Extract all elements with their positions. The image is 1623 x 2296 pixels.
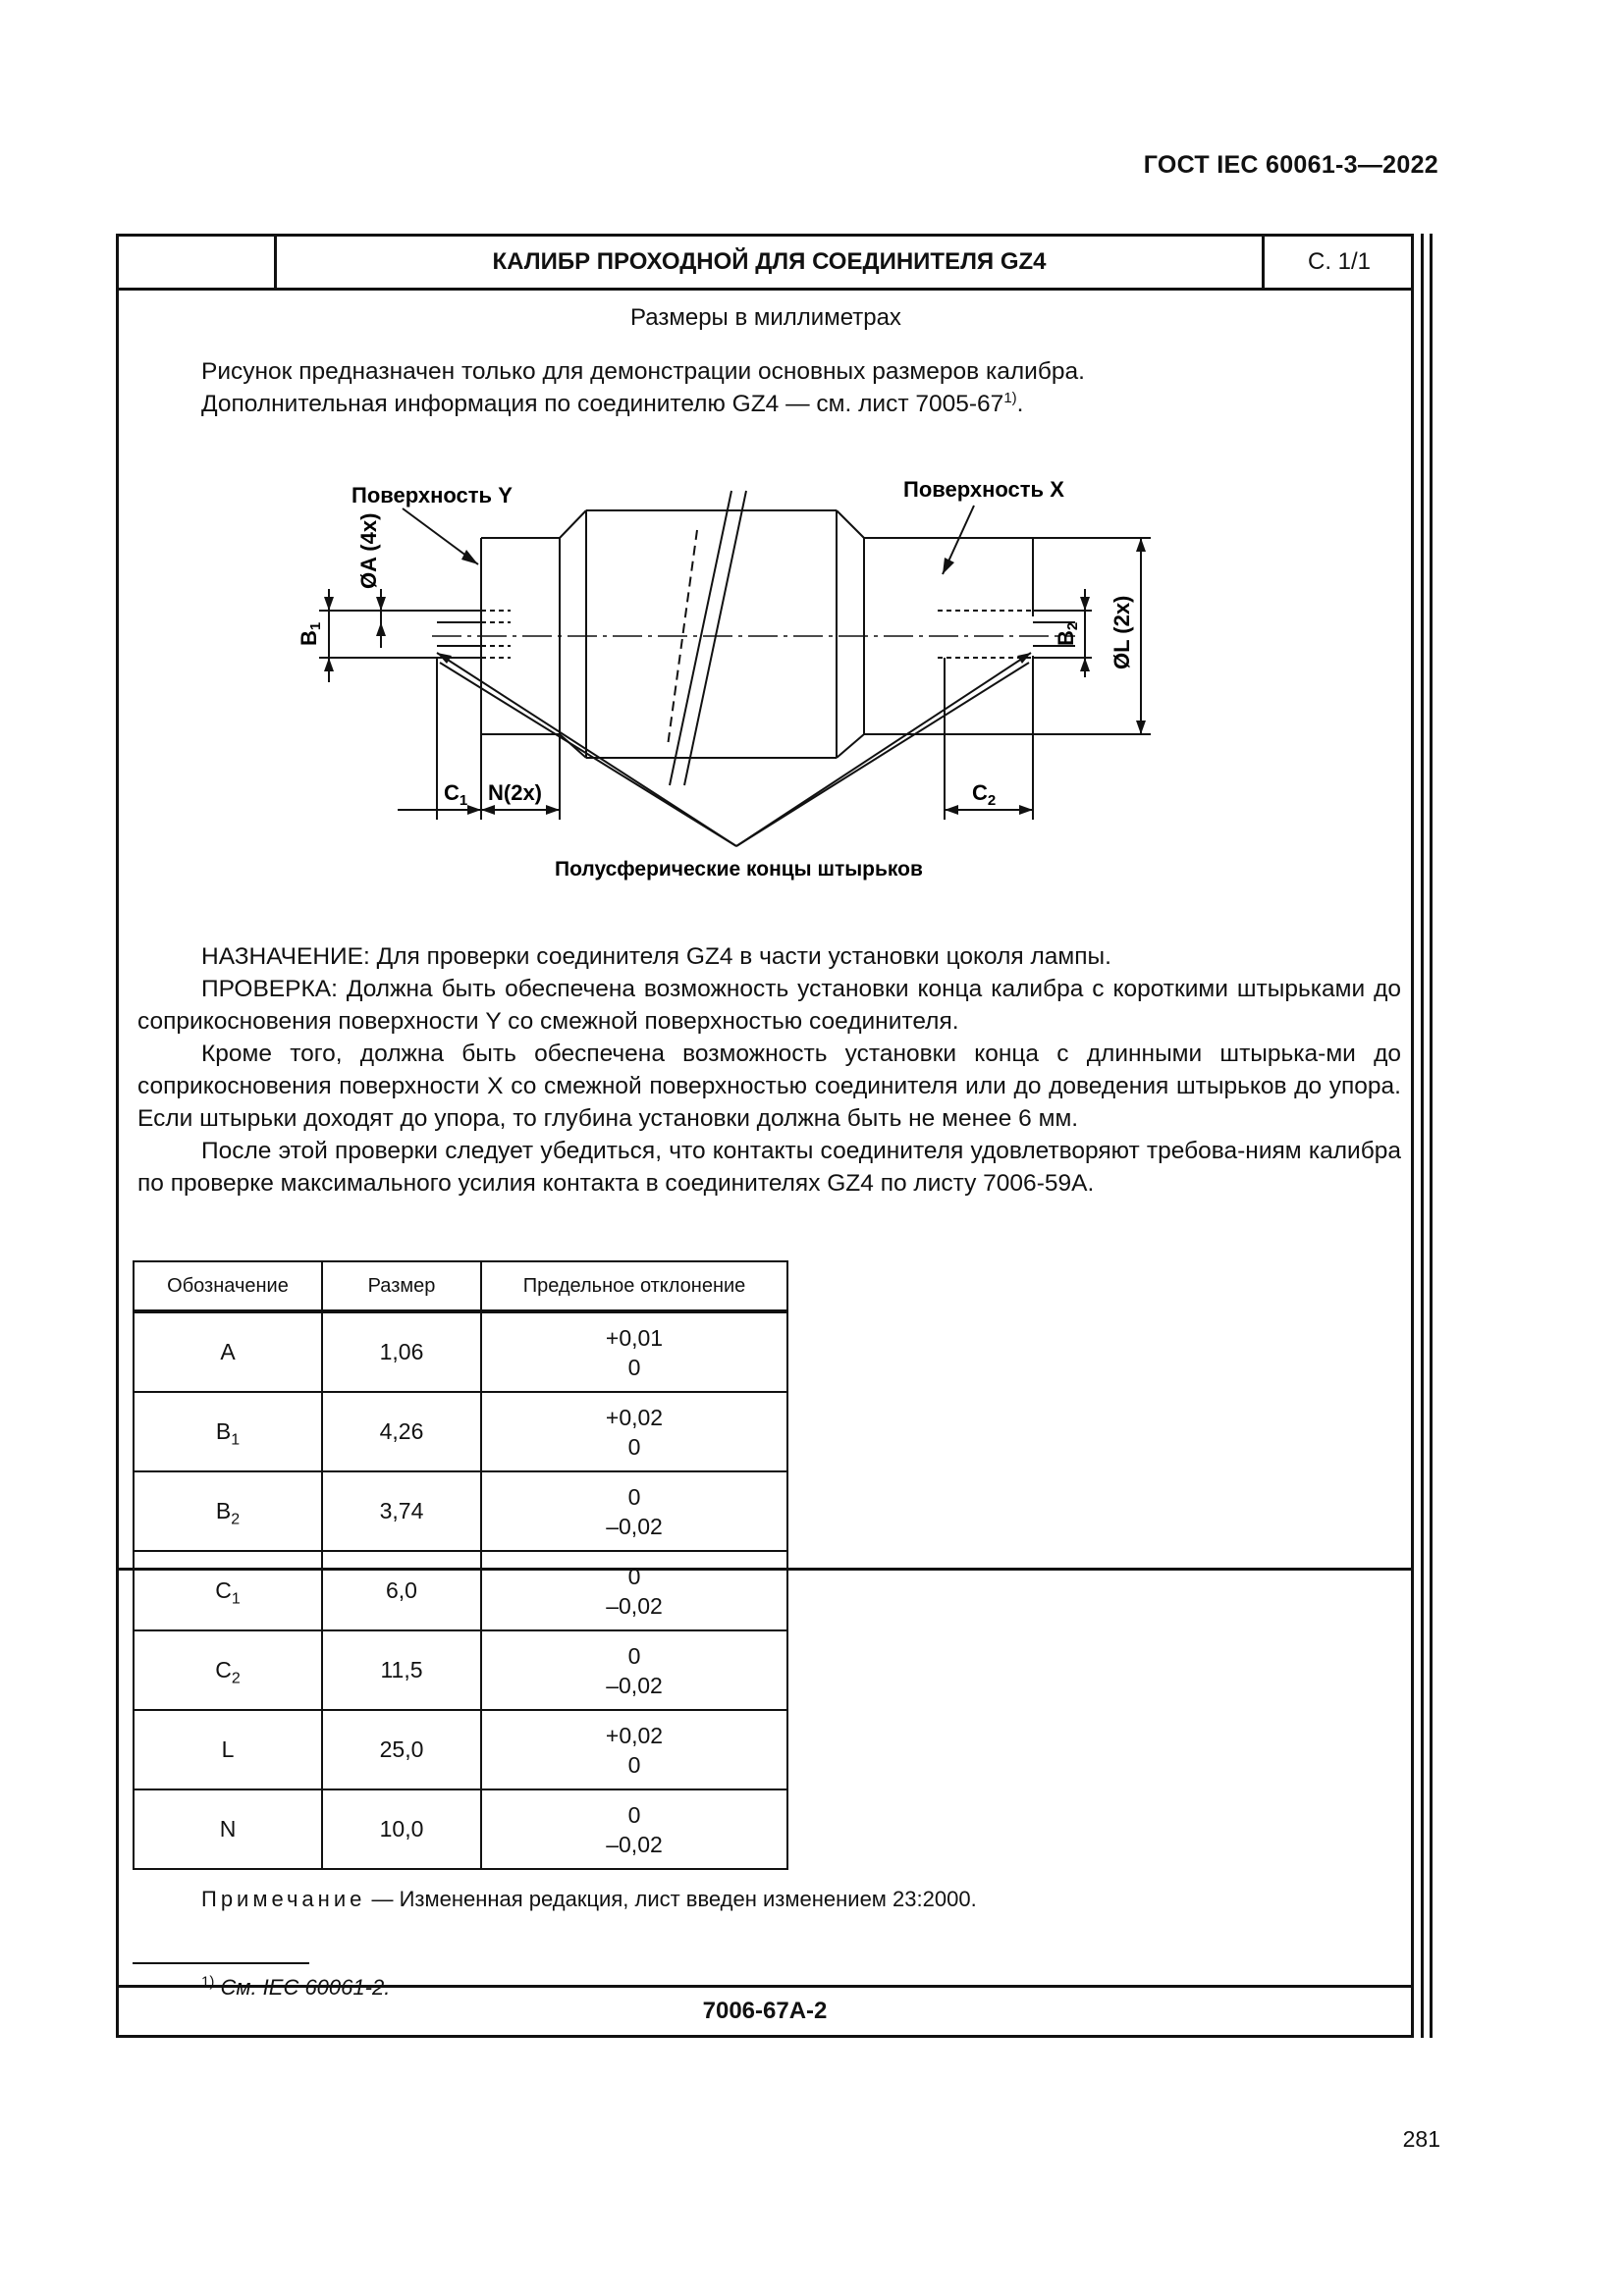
tolerance-cell: +0,02 0: [481, 1710, 787, 1789]
table-row: [134, 1789, 787, 1869]
tolerance-cell: 0 –0,02: [481, 1630, 787, 1710]
after-check-paragraph: После этой проверки следует убедиться, что контакты соединителя удовлетворяют требова-ниям калибра по проверке максимального усилия контакта в соединителях GZ4 по листу 7006-59А.: [137, 1138, 1401, 1197]
table-row: [134, 1710, 787, 1789]
size-cell: 3,74: [322, 1471, 481, 1551]
table-row: [134, 1630, 787, 1710]
size-cell: 4,26: [322, 1392, 481, 1471]
additional-paragraph: Кроме того, должна быть обеспечена возможность установки конца с длинными штырька-ми до соприкосновения поверхности X со смежной поверхностью соединителя или до доведения штырьков до упора. Если штырьки доходят до упора, то глубина установки должна быть не менее 6 мм.: [137, 1041, 1401, 1132]
dimensions-table: [133, 1260, 788, 1870]
standard-header: ГОСТ IEC 60061-3—2022: [1143, 151, 1438, 179]
tolerance-cell: 0 –0,02: [481, 1789, 787, 1869]
sheet-number: 7006-67А-2: [116, 1985, 1414, 2038]
table-row: [134, 1551, 787, 1630]
intro-line-1: Рисунок предназначен только для демонстрации основных размеров калибра.: [201, 358, 1085, 385]
dim-b2-label: B2: [1054, 621, 1081, 646]
size-cell: 11,5: [322, 1630, 481, 1710]
note-text: — Измененная редакция, лист введен изменением 23:2000.: [365, 1887, 977, 1911]
pins-label: Полусферические концы штырьков: [555, 858, 923, 881]
purpose-paragraph: НАЗНАЧЕНИЕ: Для проверки соединителя GZ4 в части установки цоколя лампы.: [201, 943, 1111, 970]
dim-a-label: ØA (4x): [356, 512, 381, 589]
table-header-row: [134, 1261, 787, 1311]
designation-cell: $B_1$: [134, 1392, 322, 1471]
tolerance-cell: +0,01 0: [481, 1311, 787, 1392]
dim-n-label: N(2x): [488, 780, 543, 805]
header-designation: Обозначение: [134, 1261, 322, 1311]
surface-y-label: Поверхность Y: [352, 483, 513, 507]
table-row: [134, 1392, 787, 1471]
footnote-rule: [133, 1962, 309, 1964]
sheet-page: С. 1/1: [1262, 237, 1414, 288]
table-row: [134, 1471, 787, 1551]
dim-c2-label: $C_2$: [972, 780, 997, 809]
designation-cell: L: [134, 1710, 322, 1789]
designation-cell: A: [134, 1311, 322, 1392]
size-cell: 25,0: [322, 1710, 481, 1789]
body-text: [137, 940, 1401, 1200]
designation-cell: $B_2$: [134, 1471, 322, 1551]
page-number: 281: [1402, 2126, 1440, 2152]
dim-c1-label: $C_1$: [444, 780, 468, 809]
tolerance-cell: 0 –0,02: [481, 1471, 787, 1551]
sheet-title: КАЛИБР ПРОХОДНОЙ ДЛЯ СОЕДИНИТЕЛЯ GZ4: [492, 248, 1047, 275]
tolerance-cell: +0,02 0: [481, 1392, 787, 1471]
header-size: Размер: [322, 1261, 481, 1311]
designation-cell: $C_1$: [134, 1551, 322, 1630]
footnote: $^{1)}$ См. IEC 60061-2.: [201, 1973, 391, 2000]
surface-x-label: Поверхность X: [903, 477, 1064, 502]
note-label: Примечание: [201, 1887, 366, 1911]
intro-line-2: Дополнительная информация по соединителю GZ4 — см. лист 7005-67$^{1)}$.: [201, 389, 1024, 417]
designation-cell: $C_2$: [134, 1630, 322, 1710]
size-cell: 6,0: [322, 1551, 481, 1630]
gauge-drawing: [0, 0, 1623, 903]
note: [201, 1887, 977, 1912]
dim-b1-label: B1: [297, 621, 324, 646]
units-note: Размеры в миллиметрах: [630, 304, 901, 331]
table-row: [134, 1311, 787, 1392]
size-cell: 1,06: [322, 1311, 481, 1392]
header-tolerance: Предельное отклонение: [481, 1261, 787, 1311]
size-cell: 10,0: [322, 1789, 481, 1869]
check-paragraph: ПРОВЕРКА: Должна быть обеспечена возможность установки конца калибра с короткими штырьками до соприкосновения поверхности Y со смежной поверхностью соединителя.: [137, 976, 1401, 1035]
tolerance-cell: 0 –0,02: [481, 1551, 787, 1630]
dim-l-label: ØL (2x): [1109, 595, 1134, 669]
designation-cell: N: [134, 1789, 322, 1869]
